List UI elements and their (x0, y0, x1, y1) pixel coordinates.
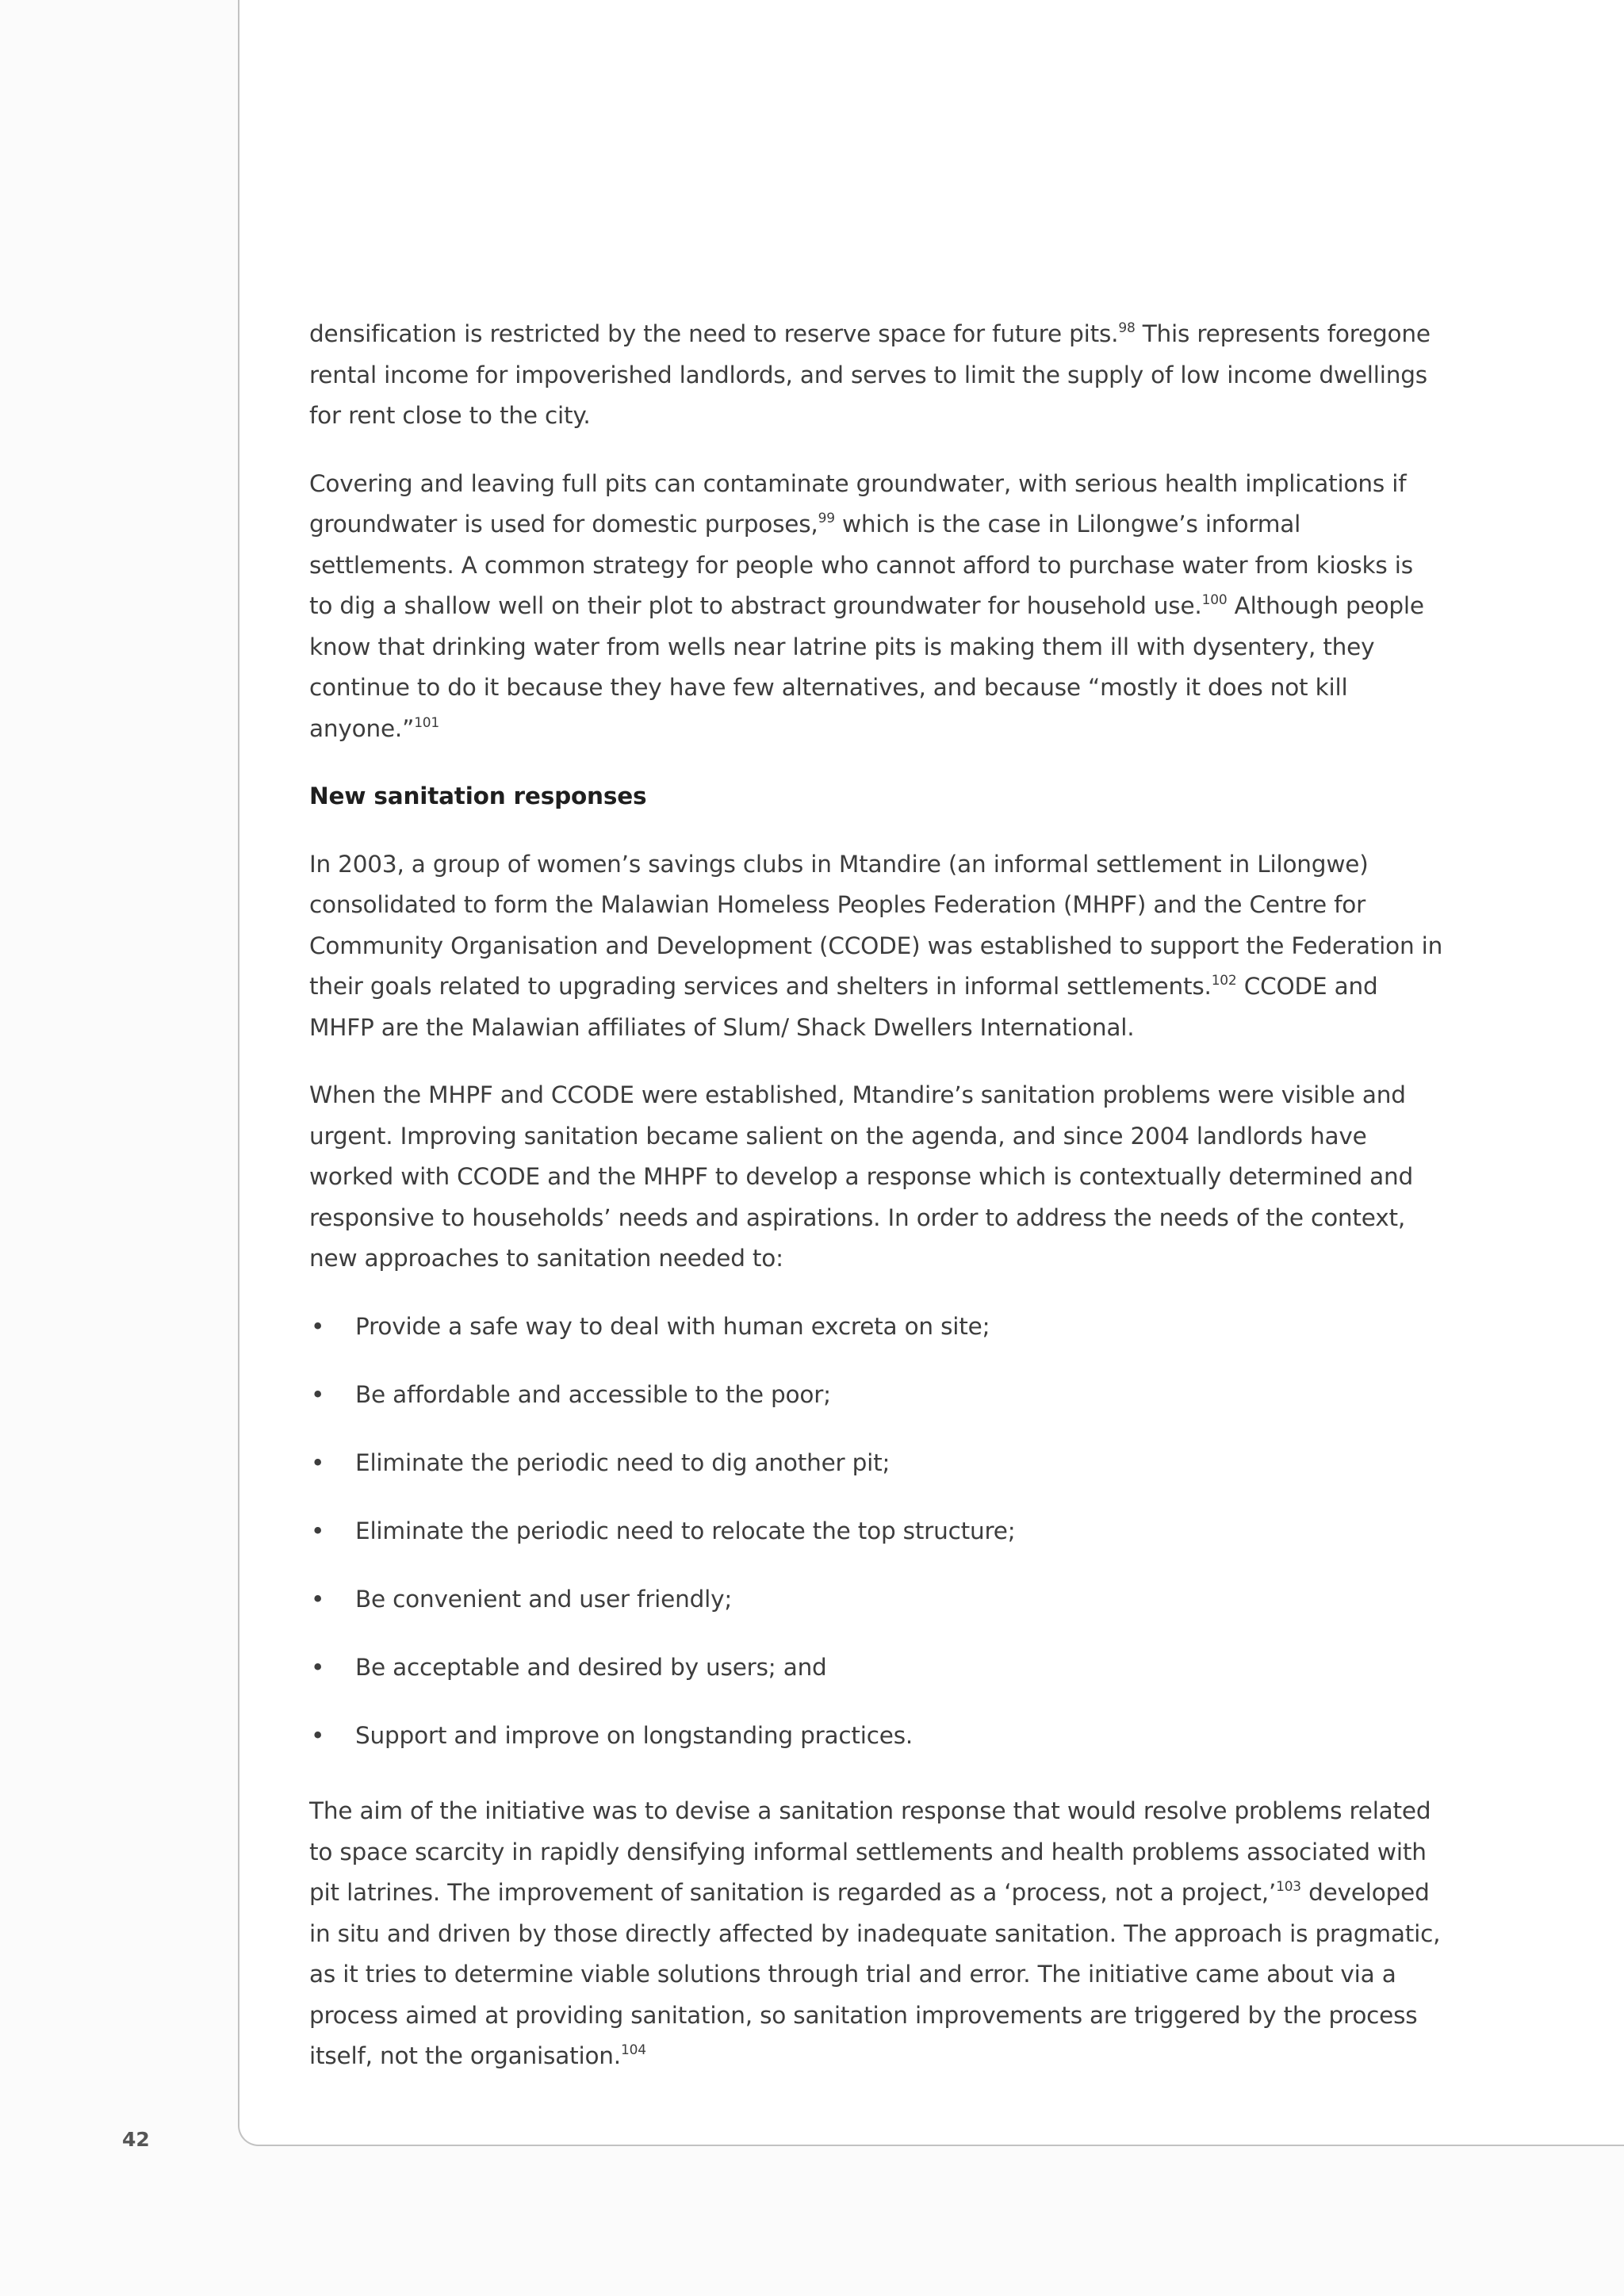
footnote-ref[interactable]: 101 (414, 714, 440, 731)
paragraph-text: developed in situ and driven by those directly affected by inadequate sanitation. The approach is pragmatic, as it tries to determine viable solutions through trial and error. The initiative came about via a process aimed at providing sanitation, so sanitation improvements are triggered by the process itself, not the organisation. (309, 1879, 1441, 2069)
paragraph-initiative-aim (309, 1791, 1443, 2077)
bullet-icon: • (311, 1312, 325, 1340)
bullet-icon: • (311, 1448, 325, 1476)
list-item (309, 1716, 1443, 1757)
section-heading: New sanitation responses (309, 783, 647, 809)
list-item (309, 1579, 1443, 1621)
list-item-text: Be acceptable and desired by users; and (355, 1653, 827, 1681)
footnote-ref[interactable]: 103 (1276, 1879, 1301, 1895)
paragraph-text: Although people know that drinking water from wells near latrine pits is making them ill with dysentery, they continue to do it because they have few alternatives, and because “mostly it does not kill anyone.” (309, 592, 1424, 742)
list-item-text: Be convenient and user friendly; (355, 1585, 733, 1613)
requirements-list (309, 1307, 1443, 1757)
footnote-ref[interactable]: 98 (1118, 320, 1136, 336)
paragraph-sanitation-needs: When the MHPF and CCODE were established, Mtandire’s sanitation problems were visible and urgent. Improving sanitation became salient on the agenda, and since 2004 landlords have worked with CCODE and the MHPF to develop a response which is contextually determined and responsive to households’ needs and aspirations. In order to address the needs of the context, new approaches to sanitation needed to: (309, 1081, 1414, 1272)
list-item (309, 1647, 1443, 1689)
list-item (309, 1443, 1443, 1484)
list-item (309, 1375, 1443, 1416)
list-item-text: Provide a safe way to deal with human excreta on site; (355, 1312, 990, 1340)
bullet-icon: • (311, 1721, 325, 1749)
bullet-icon: • (311, 1380, 325, 1408)
paragraph-text: In 2003, a group of women’s savings clubs in Mtandire (an informal settlement in Lilongwe) consolidated to form the Malawian Homeless Peoples Federation (MHPF) and the Centre for Community Organisation and Development (CCODE) was established to support the Federation in their goals related to upgrading services and shelters in informal settlements. (309, 850, 1443, 1000)
paragraph-text: Covering and leaving full pits can contaminate groundwater, with serious health implications if groundwater is used for domestic purposes, (309, 469, 1407, 538)
bullet-icon: • (311, 1517, 325, 1544)
footnote-ref[interactable]: 102 (1211, 973, 1237, 989)
list-item-text: Support and improve on longstanding practices. (355, 1721, 914, 1749)
page-number: 42 (122, 2128, 150, 2151)
paragraph-text: The aim of the initiative was to devise a sanitation response that would resolve problems related to space scarcity in rapidly densifying informal settlements and health problems associated with pit latrines. The improvement of sanitation is regarded as a ‘process, not a project,’ (309, 1797, 1431, 1906)
paragraph-groundwater (309, 464, 1443, 750)
list-item-text: Be affordable and accessible to the poor; (355, 1380, 831, 1408)
paragraph-text: which is the case in Lilongwe’s informal settlements. A common strategy for people who cannot afford to purchase water from kiosks is to dig a shallow well on their plot to abstract groundwater for household use. (309, 511, 1413, 619)
bullet-icon: • (311, 1653, 325, 1681)
footnote-ref[interactable]: 104 (620, 2042, 646, 2058)
paragraph-text: CCODE and MHFP are the Malawian affiliates of Slum/ Shack Dwellers International. (309, 973, 1378, 1041)
paragraph-text: densification is restricted by the need to reserve space for future pits. (309, 320, 1119, 347)
footnote-ref[interactable]: 99 (818, 511, 835, 526)
list-item (309, 1511, 1443, 1552)
footnote-ref[interactable]: 100 (1201, 592, 1228, 608)
bullet-icon: • (311, 1585, 325, 1613)
list-item-text: Eliminate the periodic need to relocate the top structure; (355, 1517, 1016, 1544)
list-item (309, 1307, 1443, 1348)
list-item-text: Eliminate the periodic need to dig another pit; (355, 1448, 891, 1476)
body-text (309, 314, 1443, 2104)
paragraph-mhpf-formation (309, 844, 1443, 1049)
paragraph-text: This represents foregone rental income for impoverished landlords, and serves to limit the supply of low income dwellings for rent close to the city. (309, 320, 1431, 429)
paragraph-densification (309, 314, 1443, 437)
